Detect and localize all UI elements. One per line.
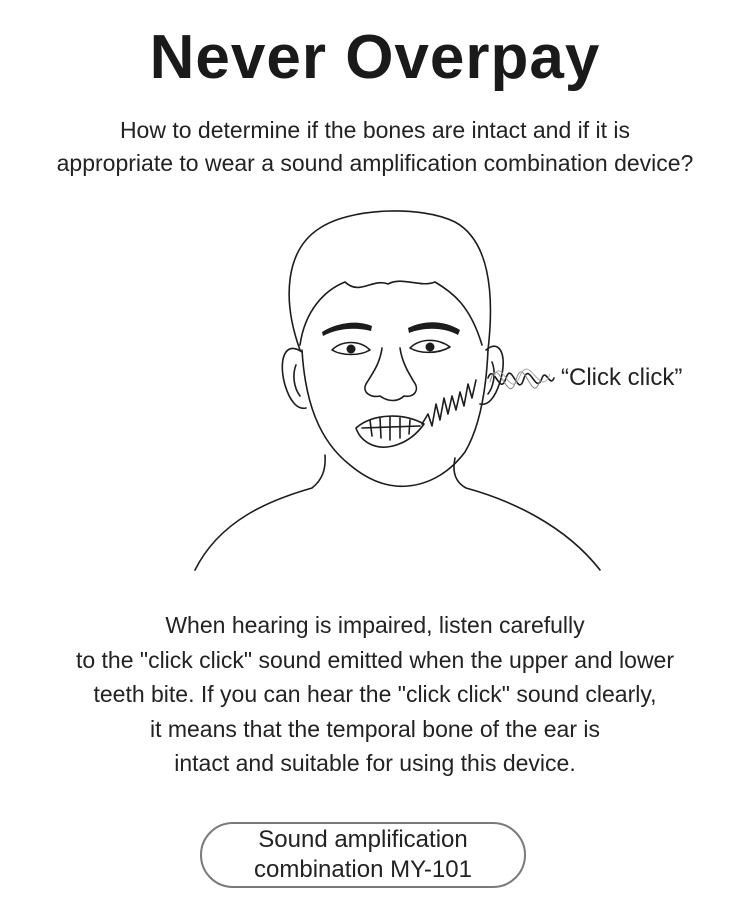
description-line: intact and suitable for using this device. <box>174 750 576 776</box>
description-line: it means that the temporal bone of the ear is <box>149 715 601 742</box>
product-name-line1: Sound amplification <box>258 826 468 853</box>
face-contour <box>302 350 488 486</box>
description-line: teeth bite. If you can hear the "click click" sound clearly, <box>93 681 657 707</box>
description-text <box>10 608 740 781</box>
product-name-badge <box>200 822 526 888</box>
face-illustration <box>0 200 750 590</box>
neck-shoulders <box>195 455 325 570</box>
page-title: Never Overpay <box>149 23 601 92</box>
product-name-line2: combination MY-101 <box>254 856 472 883</box>
question-text <box>10 114 740 180</box>
sound-label: “Click click” <box>561 364 683 391</box>
right-eyebrow <box>408 322 460 335</box>
description-line: When hearing is impaired, listen carefully <box>165 612 585 638</box>
question-line: How to determine if the bones are intact and if it is <box>119 117 631 143</box>
description-line: to the "click click" sound emitted when the upper and lower <box>75 646 675 673</box>
question-line: appropriate to wear a sound amplification combination device? <box>56 150 694 176</box>
left-eyebrow <box>322 323 372 336</box>
sound-wave-icon <box>422 380 476 426</box>
hairline <box>300 281 482 345</box>
head-outline <box>289 211 490 350</box>
nose <box>365 348 416 401</box>
